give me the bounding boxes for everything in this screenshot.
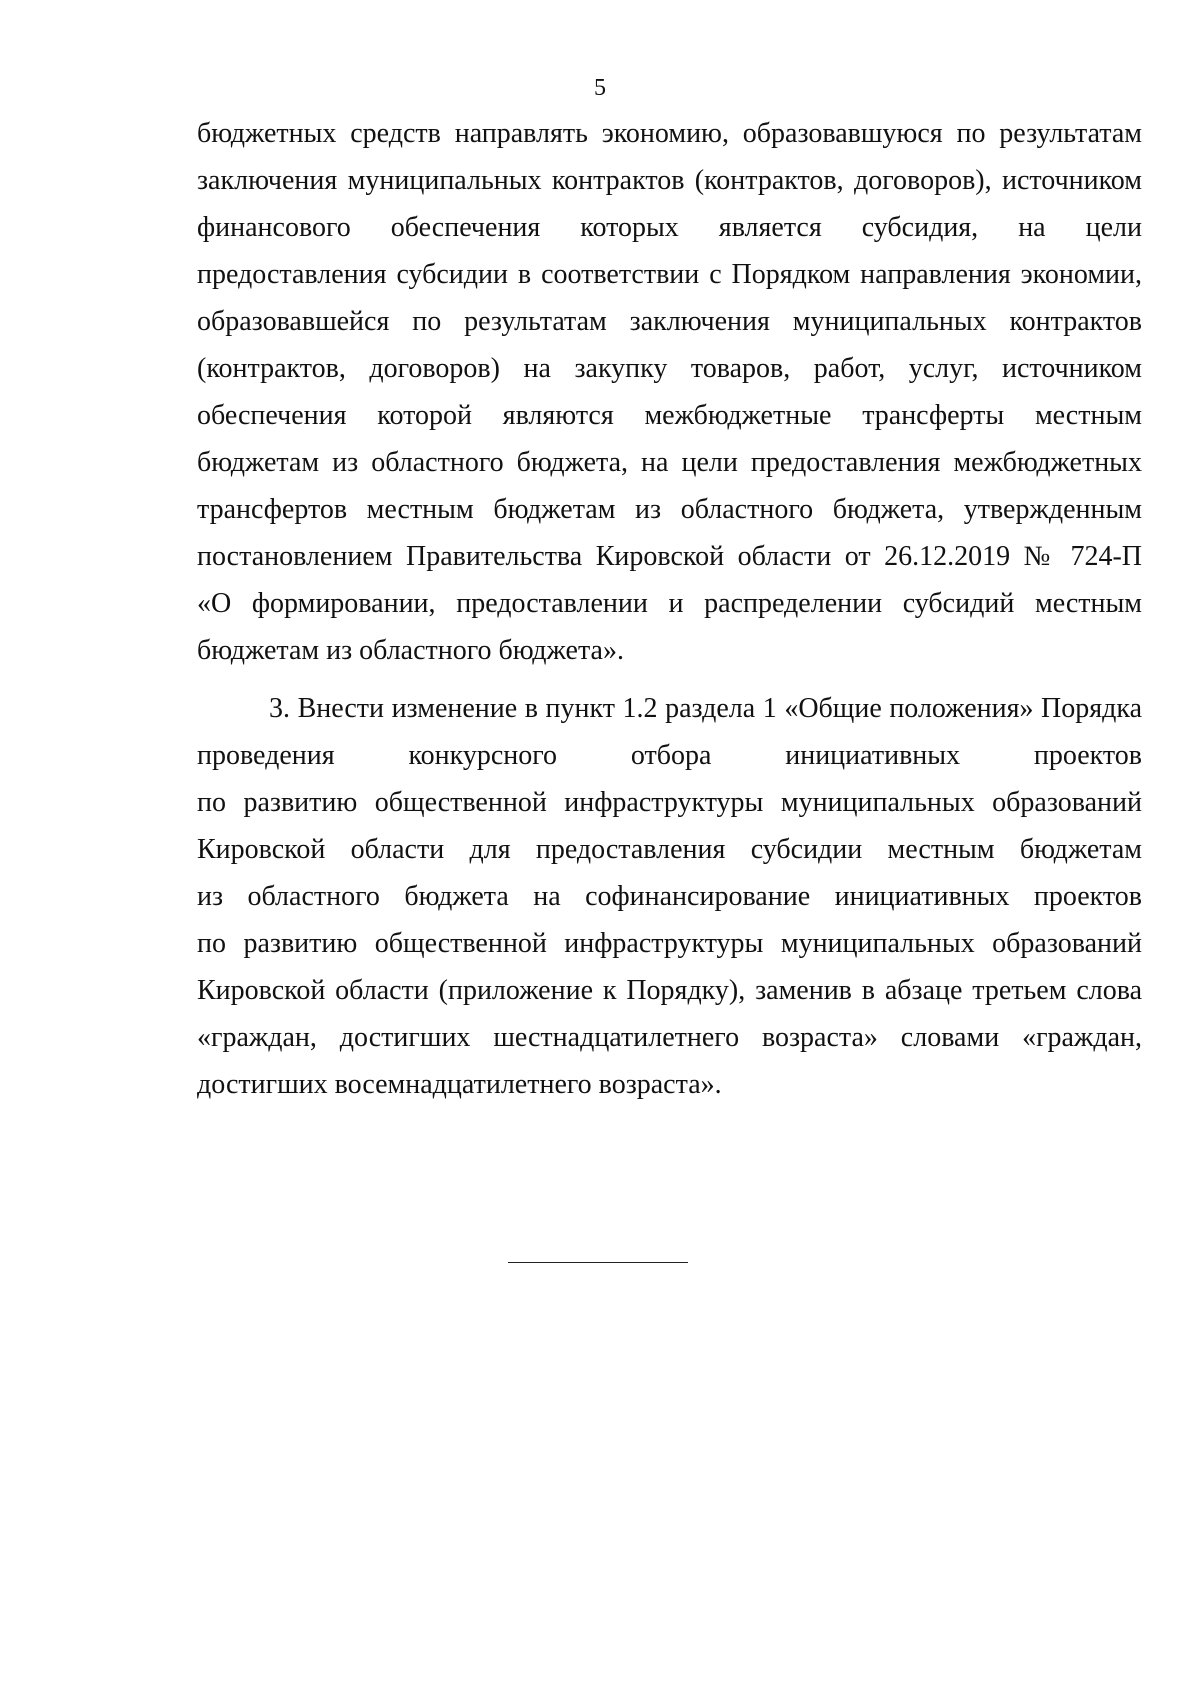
page-number: 5	[594, 75, 606, 101]
end-separator-line	[508, 1262, 688, 1263]
paragraph-line: по развитию общественной инфраструктуры муниципальных образований	[197, 928, 1142, 959]
paragraph-budget-savings	[197, 110, 1142, 674]
paragraph-line: бюджетам из областного бюджета».	[197, 635, 624, 666]
paragraph-line: «О формировании, предоставлении и распределении субсидий местным	[197, 588, 1142, 619]
paragraph-line: образовавшейся по результатам заключения муниципальных контрактов	[197, 306, 1142, 337]
paragraph-line: обеспечения которой являются межбюджетные трансферты местным	[197, 400, 1142, 431]
paragraph-line: Кировской области (приложение к Порядку), заменив в абзаце третьем слова	[197, 975, 1142, 1006]
paragraph-line: заключения муниципальных контрактов (контрактов, договоров), источником	[197, 165, 1142, 196]
paragraph-line: (контрактов, договоров) на закупку товаров, работ, услуг, источником	[197, 353, 1142, 384]
paragraph-line: достигших восемнадцатилетнего возраста».	[197, 1069, 722, 1100]
paragraph-line: трансфертов местным бюджетам из областного бюджета, утвержденным	[197, 494, 1142, 525]
paragraph-line: предоставления субсидии в соответствии с Порядком направления экономии,	[197, 259, 1142, 290]
paragraph-line: «граждан, достигших шестнадцатилетнего возраста» словами «граждан,	[197, 1022, 1142, 1053]
paragraph-line: проведения конкурсного отбора инициативных проектов	[197, 740, 1142, 771]
paragraph-line: финансового обеспечения которых является субсидия, на цели	[197, 212, 1142, 243]
paragraph-item-3	[197, 685, 1142, 1108]
paragraph-line: по развитию общественной инфраструктуры муниципальных образований	[197, 787, 1142, 818]
paragraph-line: из областного бюджета на софинансирование инициативных проектов	[197, 881, 1142, 912]
paragraph-line: постановлением Правительства Кировской области от 26.12.2019 № 724-П	[197, 541, 1142, 572]
paragraph-line: 3. Внести изменение в пункт 1.2 раздела 1 «Общие положения» Порядка	[269, 693, 1142, 724]
paragraph-line: Кировской области для предоставления субсидии местным бюджетам	[197, 834, 1142, 865]
paragraph-line: бюджетам из областного бюджета, на цели предоставления межбюджетных	[197, 447, 1142, 478]
paragraph-line: бюджетных средств направлять экономию, образовавшуюся по результатам	[197, 118, 1142, 149]
